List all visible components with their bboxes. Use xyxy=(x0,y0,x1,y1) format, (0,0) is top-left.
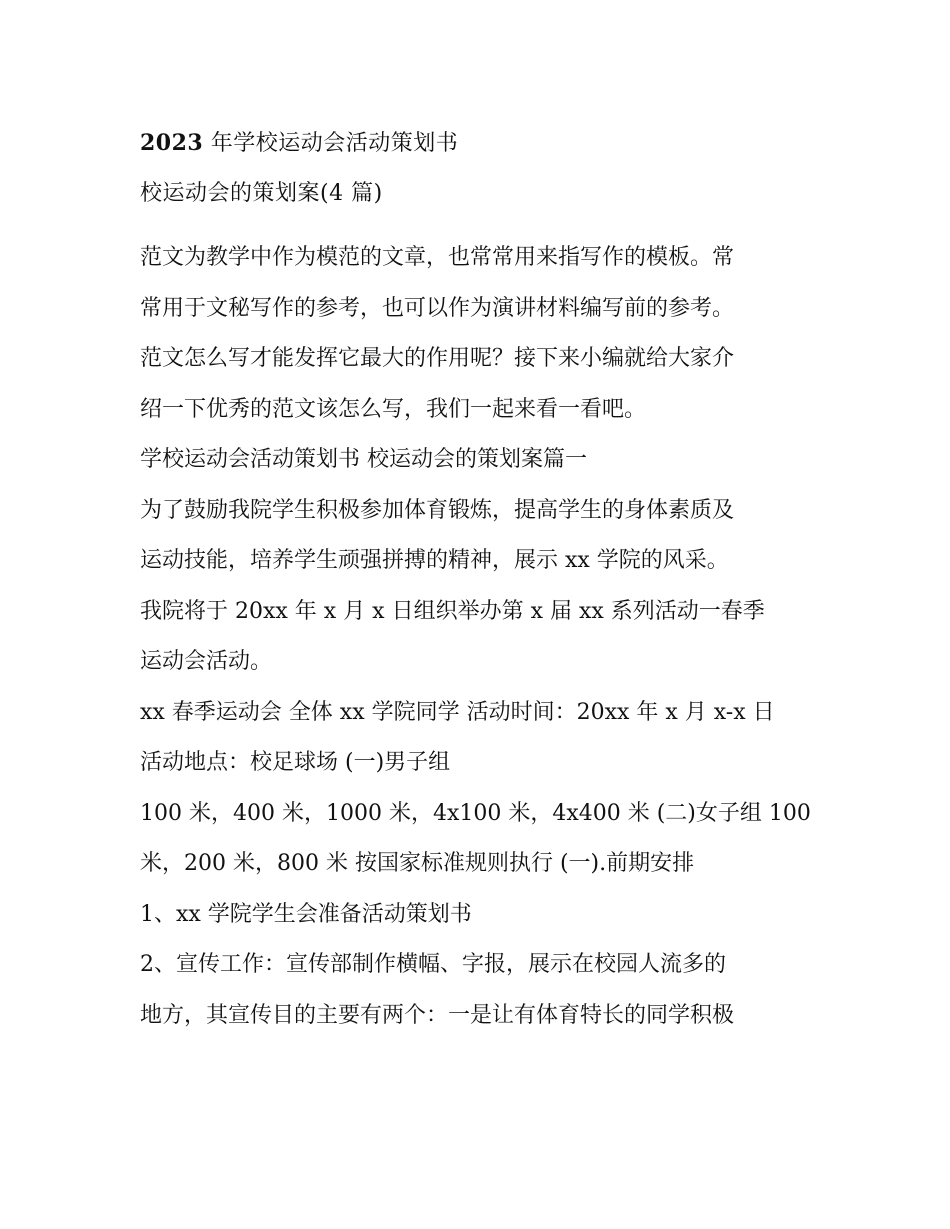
body-line: 为了鼓励我院学生积极参加体育锻炼，提高学生的身体素质及 xyxy=(140,497,735,523)
document-body xyxy=(140,233,820,1041)
body-line: 100 米，400 米，1000 米，4x100 米，4x400 米 (二)女子组 100 xyxy=(140,800,811,826)
body-line: 范文为教学中作为模范的文章，也常常用来指写作的模板。常 xyxy=(140,245,735,270)
body-line: 范文怎么写才能发挥它最大的作用呢？接下来小编就给大家介 xyxy=(140,346,735,371)
section-heading: 学校运动会活动策划书 校运动会的策划案篇一 xyxy=(140,447,587,472)
title-line: 2023 年学校运动会活动策划书 xyxy=(140,130,459,156)
body-line: xx 春季运动会 全体 xx 学院同学 活动时间：20xx 年 x 月 x-x 日 xyxy=(140,699,775,725)
body-line: 常用于文秘写作的参考，也可以作为演讲材料编写前的参考。 xyxy=(140,295,735,321)
body-line: 活动地点：校足球场 (一)男子组 xyxy=(140,750,451,775)
list-item: 2、宣传工作：宣传部制作横幅、字报，展示在校园人流多的 xyxy=(140,952,726,977)
body-line: 米，200 米，800 米 按国家标准规则执行 (一).前期安排 xyxy=(140,851,695,876)
document-title xyxy=(140,118,820,219)
body-line: 运动会活动。 xyxy=(140,649,273,674)
body-line: 绍一下优秀的范文该怎么写，我们一起来看一看吧。 xyxy=(140,396,647,422)
body-line: 我院将于 20xx 年 x 月 x 日组织举办第 x 届 xx 系列活动一春季 xyxy=(140,598,765,624)
title-line: 校运动会的策划案(4 篇) xyxy=(140,180,383,206)
document-page xyxy=(140,118,820,1041)
body-line: 运动技能，培养学生顽强拼搏的精神，展示 xx 学院的风采。 xyxy=(140,548,729,573)
list-item: 1、xx 学院学生会准备活动策划书 xyxy=(140,901,472,927)
body-line: 地方，其宣传目的主要有两个：一是让有体育特长的同学积极 xyxy=(140,1002,735,1028)
